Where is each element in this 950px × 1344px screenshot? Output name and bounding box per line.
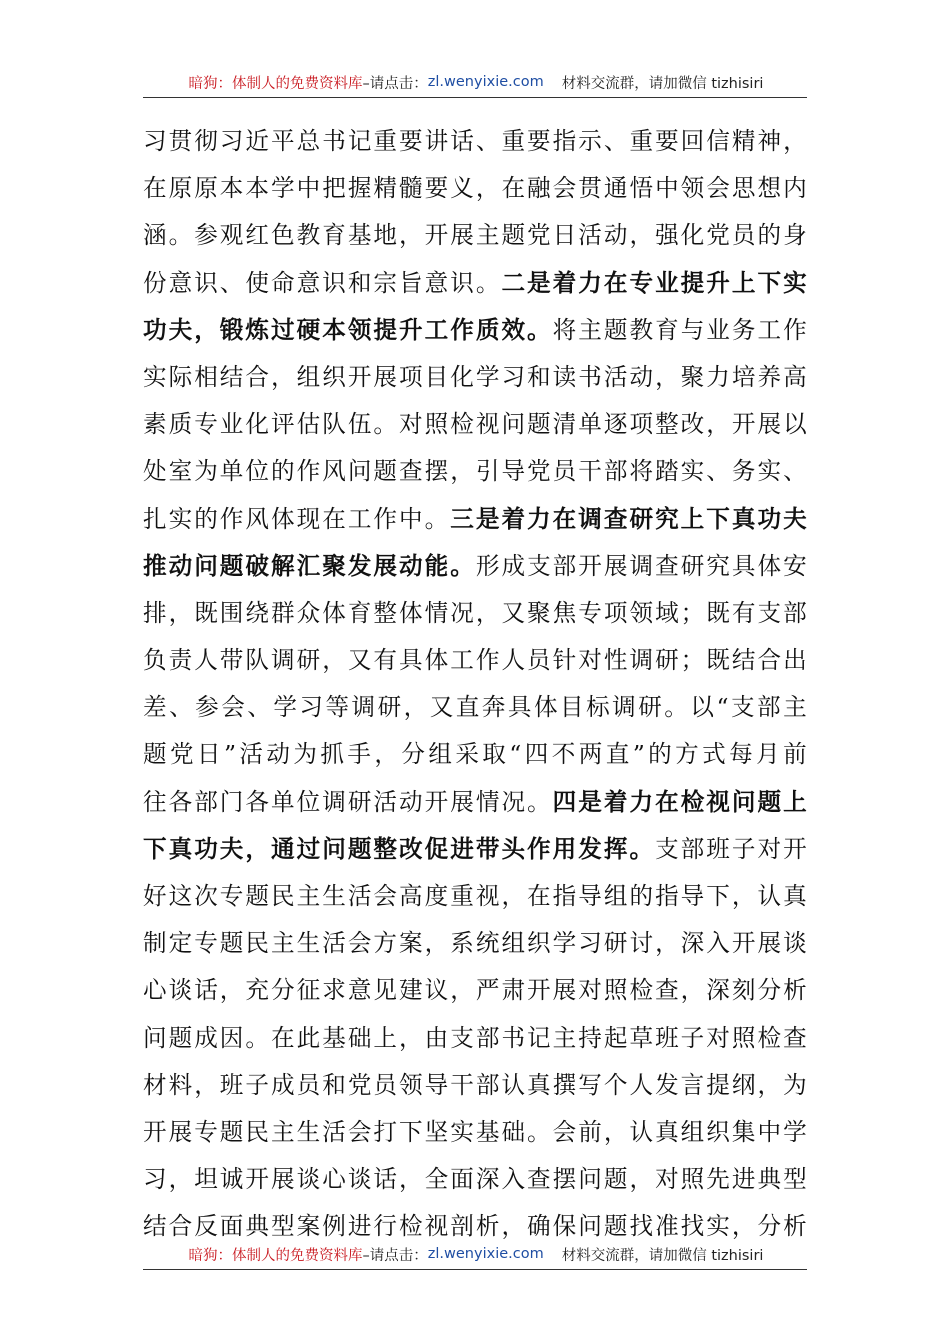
- body-text-line: [143, 260, 807, 307]
- bold-heading-text: 下真功夫，通过问题整改促进带头作用发挥。: [143, 834, 656, 863]
- body-text-line: [143, 448, 807, 495]
- body-text: 在原原本本学中把握精髓要义，在融会贯通悟中领会思想内: [143, 174, 807, 203]
- body-text: 处室为单位的作风问题查摆，引导党员干部将踏实、务实、: [143, 457, 807, 486]
- body-text-line: [143, 779, 807, 826]
- body-text-line: [143, 496, 807, 543]
- header-brand: 暗狗：体制人的免费资料库: [188, 75, 363, 92]
- body-text: 支部班子对开: [655, 834, 807, 863]
- body-text-line: [143, 967, 807, 1014]
- bold-heading-text: 二是着力在专业提升上下实: [501, 268, 807, 297]
- body-text-line: [143, 731, 807, 778]
- header-url-link[interactable]: zl.wenyixie.com: [427, 74, 544, 90]
- body-text: 素质专业化评估队伍。对照检视问题清单逐项整改，开展以: [143, 410, 807, 439]
- body-text: 心谈话，充分征求意见建议，严肃开展对照检查，深刻分析: [143, 976, 807, 1005]
- header-banner: [145, 70, 807, 94]
- body-text-line: [143, 826, 807, 873]
- body-text: 题党日”活动为抓手，分组采取“四不两直”的方式每月前: [143, 740, 807, 769]
- header-contact: 材料交流群，请加微信 tizhisiri: [561, 75, 764, 92]
- body-text-line: [143, 354, 807, 401]
- bold-heading-text: 推动问题破解汇聚发展动能。: [143, 551, 476, 580]
- footer-url-link[interactable]: zl.wenyixie.com: [427, 1246, 544, 1262]
- body-text: 排，既围绕群众体育整体情况，又聚焦专项领域；既有支部: [143, 598, 807, 627]
- body-text-line: [143, 873, 807, 920]
- body-text: 往各部门各单位调研活动开展情况。: [143, 787, 553, 816]
- body-text: 材料，班子成员和党员领导干部认真撰写个人发言提纲，为: [143, 1070, 807, 1099]
- body-text-line: [143, 165, 807, 212]
- body-text-line: [143, 1015, 807, 1062]
- body-text-line: [143, 637, 807, 684]
- body-text: 差、参会、学习等调研，又直奔具体目标调研。以“支部主: [143, 693, 807, 722]
- body-text: 扎实的作风体现在工作中。: [143, 504, 451, 533]
- header-divider: [143, 97, 807, 98]
- footer-contact: 材料交流群，请加微信 tizhisiri: [561, 1247, 764, 1264]
- body-text-line: [143, 118, 807, 165]
- bold-heading-text: 三是着力在调查研究上下真功夫: [450, 504, 807, 533]
- body-text-line: [143, 212, 807, 259]
- body-text-line: [143, 1156, 807, 1203]
- body-text: 份意识、使命意识和宗旨意识。: [143, 268, 502, 297]
- bold-heading-text: 功夫，锻炼过硬本领提升工作质效。: [143, 315, 553, 344]
- body-text-line: [143, 684, 807, 731]
- body-text: 形成支部开展调查研究具体安: [475, 551, 807, 580]
- body-text: 开展专题民主生活会打下坚实基础。会前，认真组织集中学: [143, 1117, 807, 1146]
- body-text: 涵。参观红色教育基地，开展主题党日活动，强化党员的身: [143, 221, 807, 250]
- document-body: [143, 118, 807, 1251]
- footer-click-text: –请点击：: [362, 1247, 428, 1264]
- body-text: 负责人带队调研，又有具体工作人员针对性调研；既结合出: [143, 646, 807, 675]
- footer-divider: [143, 1269, 807, 1270]
- body-text: 习贯彻习近平总书记重要讲话、重要指示、重要回信精神，: [143, 127, 807, 155]
- body-text: 问题成因。在此基础上，由支部书记主持起草班子对照检查: [143, 1023, 807, 1052]
- body-text-line: [143, 590, 807, 637]
- body-text: 好这次专题民主生活会高度重视，在指导组的指导下，认真: [143, 882, 807, 910]
- bold-heading-text: 四是着力在检视问题上: [552, 787, 807, 816]
- body-text-line: [143, 307, 807, 354]
- body-text: 实际相结合，组织开展项目化学习和读书活动，聚力培养高: [143, 362, 807, 391]
- body-text: 将主题教育与业务工作: [552, 315, 807, 344]
- footer-brand: 暗狗：体制人的免费资料库: [188, 1247, 363, 1264]
- body-text-line: [143, 920, 807, 967]
- footer-banner: [145, 1242, 807, 1266]
- body-text-line: [143, 1109, 807, 1156]
- body-text: 结合反面典型案例进行检视剖析，确保问题找准找实，分析: [143, 1212, 807, 1241]
- body-text: 制定专题民主生活会方案，系统组织学习研讨，深入开展谈: [143, 929, 807, 958]
- body-text: 习，坦诚开展谈心谈话，全面深入查摆问题，对照先进典型: [143, 1165, 807, 1194]
- body-text-line: [143, 543, 807, 590]
- header-click-text: –请点击：: [362, 75, 428, 92]
- body-text-line: [143, 1062, 807, 1109]
- body-text-line: [143, 401, 807, 448]
